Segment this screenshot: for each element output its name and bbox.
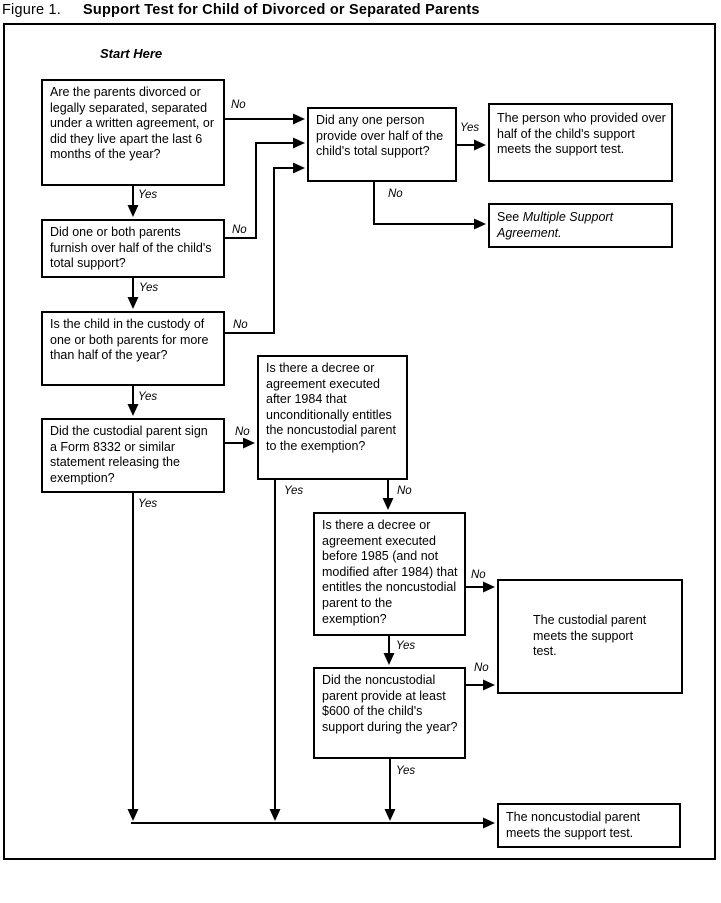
box-noncustodial-meets-support-test: The noncustodial parent meets the support test. (497, 803, 681, 848)
box-see-multiple-support-agreement (488, 203, 673, 248)
edge-label-yes: Yes (396, 640, 416, 652)
edge-label-yes: Yes (396, 765, 416, 777)
box-decree-after-1984-question: Is there a decree or agreement executed after 1984 that unconditionally entitles the noncustodial parent to the exemption? (257, 355, 408, 480)
edge-label-no: No (397, 485, 412, 497)
box-one-person-support-question: Did any one person provide over half of the child's total support? (307, 107, 457, 182)
edge-label-no: No (471, 569, 486, 581)
figure-number-label: Figure 1. (2, 2, 62, 18)
multiple-support-agreement-reference: Multiple Support Agreement. (497, 210, 614, 240)
box-person-meets-support-test: The person who provided over half of the child's support meets the support test. (488, 103, 673, 182)
see-prefix-text: See (497, 210, 523, 224)
edge-label-no: No (231, 99, 246, 111)
custodial-meets-text: The custodial parent meets the support test. (533, 613, 647, 659)
edge-label-no: No (233, 319, 248, 331)
box-noncustodial-600-question: Did the noncustodial parent provide at least $600 of the child's support during the year? (313, 667, 466, 759)
edge-label-no: No (235, 426, 250, 438)
edge-label-no: No (232, 224, 247, 236)
start-here-label: Start Here (100, 46, 163, 61)
box-parents-furnish-support-question: Did one or both parents furnish over half of the child's total support? (41, 219, 225, 278)
edge-label-yes: Yes (138, 189, 158, 201)
box-child-custody-question: Is the child in the custody of one or both parents for more than half of the year? (41, 311, 225, 386)
box-parents-divorced-question: Are the parents divorced or legally separated, separated under a written agreement, or did they live apart the last 6 months of the year? (41, 79, 225, 186)
box-decree-before-1985-question: Is there a decree or agreement executed before 1985 (and not modified after 1984) that entitles the noncustodial parent to the exemption? (313, 512, 466, 636)
edge-label-yes: Yes (139, 282, 159, 294)
box-custodial-meets-support-test (497, 579, 683, 694)
edge-label-yes: Yes (460, 122, 480, 134)
figure-title (2, 1, 480, 19)
edge-label-yes: Yes (138, 498, 158, 510)
edge-label-yes: Yes (138, 391, 158, 403)
edge-label-no: No (474, 662, 489, 674)
page-title: Support Test for Child of Divorced or Separated Parents (83, 2, 480, 18)
edge-label-yes: Yes (284, 485, 304, 497)
edge-label-no: No (388, 188, 403, 200)
box-form-8332-question: Did the custodial parent sign a Form 8332 or similar statement releasing the exemption? (41, 418, 225, 493)
